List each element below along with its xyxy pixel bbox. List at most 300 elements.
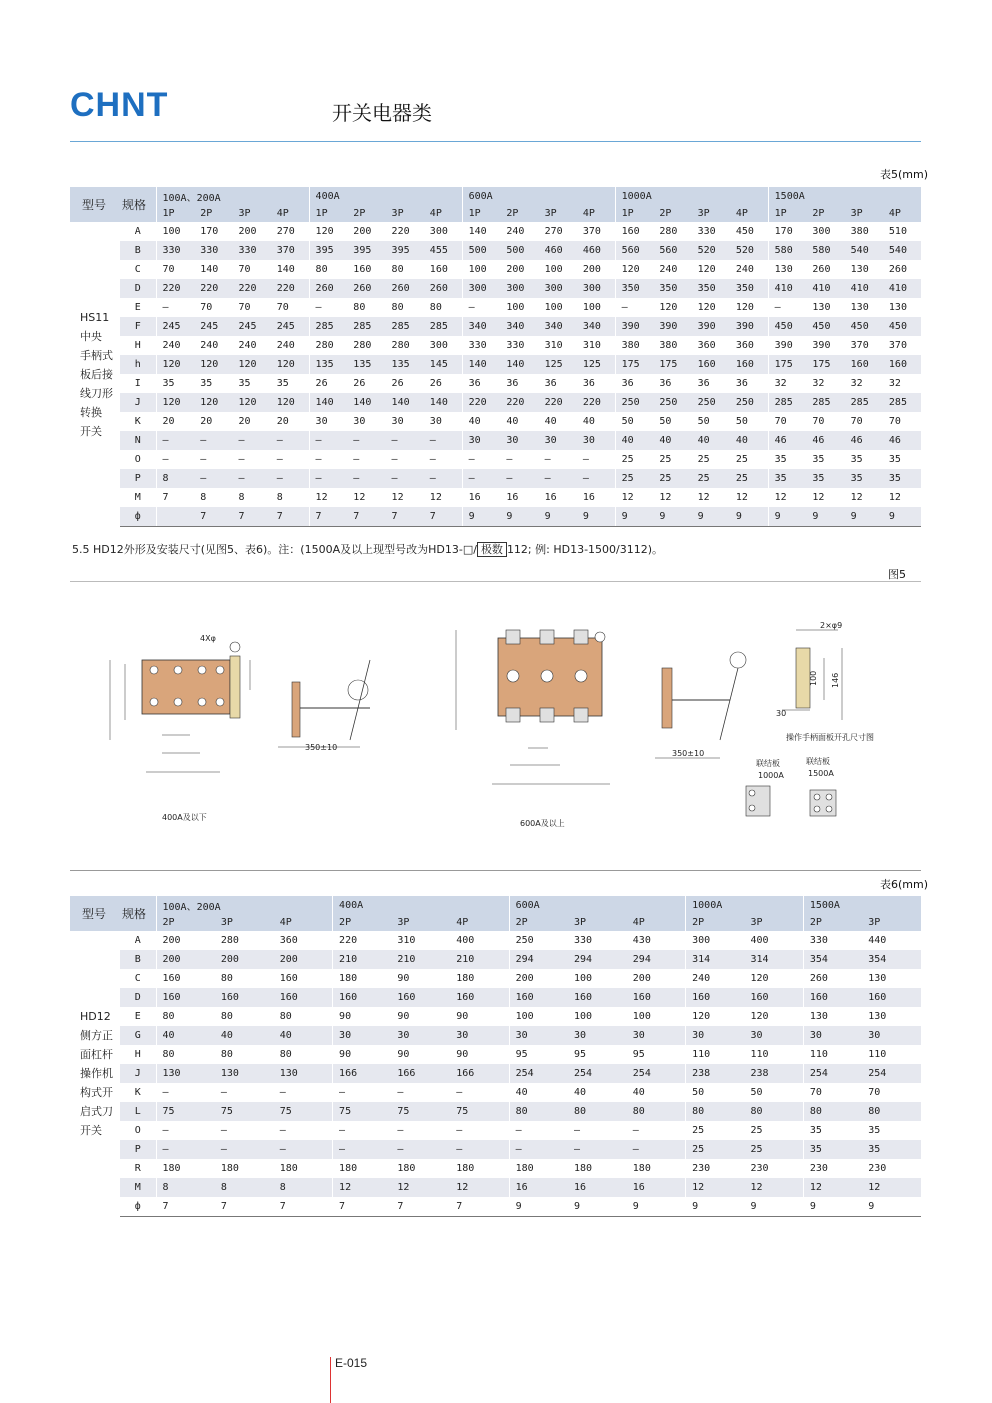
table-row [70,222,921,241]
pole-header: 2P [806,205,844,222]
dimension-value: 80 [220,1011,233,1022]
dimension-key: N [120,431,156,450]
dimension-value: 245 [233,317,271,336]
pole-header: 2P [653,205,691,222]
dimension-value: 80 [744,1102,803,1121]
dimension-value: 300 [500,279,538,298]
model-name-line: 板后接 [80,367,113,381]
dimension-key: R [134,1163,141,1174]
dimension-value: 7 [391,1197,450,1217]
dimension-value: 35 [768,450,806,469]
dimension-value: 25 [735,454,748,465]
dimension-value: 135 [347,355,385,374]
pole-header: 4P [271,205,309,222]
dimension-value: 12 [686,1178,745,1197]
dimension-value: 100 [632,1011,651,1022]
dimension-value: 8 [276,492,283,503]
dimension-value: 440 [868,935,887,946]
dimension-value: – [215,1140,274,1159]
dimension-value: – [568,1140,627,1159]
dimension-value: 166 [391,1064,450,1083]
dimension-value: 40 [274,1026,333,1045]
dimension-value: 70 [276,302,289,313]
model-name-line: 开关 [80,1124,102,1138]
dimension-value: 330 [506,340,525,351]
dimension-value: 30 [539,431,577,450]
switch-drawing-600a [456,630,746,784]
table-row [70,241,921,260]
dimension-value: 450 [883,317,921,336]
dimension-value: 90 [333,1007,392,1026]
dimension-value: 180 [632,1163,651,1174]
dimension-value: – [506,454,513,465]
dimension-key: P [120,469,156,488]
dimension-value: – [156,431,194,450]
dimension-value: 7 [271,507,309,527]
dimension-value: 220 [271,279,309,298]
dimension-value: 30 [568,1026,627,1045]
dimension-value: 36 [462,374,500,393]
group-header: 400A [309,187,462,205]
dimension-value: 50 [750,1087,763,1098]
dimension-value: – [539,469,577,488]
dimension-value: 70 [868,1087,881,1098]
dimension-value: 80 [803,1102,862,1121]
dimension-value: 32 [888,378,901,389]
dimension-key: ф [120,1197,156,1217]
dimension-value: 170 [768,222,806,241]
dimension-value: 160 [744,988,803,1007]
dimension-value: 120 [686,1007,745,1026]
table-row [70,412,921,431]
dimension-value: 75 [215,1102,274,1121]
dimension-value: 390 [768,336,806,355]
dimension-value: 70 [200,302,213,313]
dimension-value: 8 [215,1178,274,1197]
dimension-value: 90 [397,973,410,984]
dimension-value: 12 [862,1178,921,1197]
dimension-value: 330 [156,241,194,260]
dimension-value: 80 [391,264,404,275]
dimension-value: 46 [883,431,921,450]
dimension-value: 130 [868,973,887,984]
dimension-value: 50 [659,416,672,427]
dimension-value: 560 [653,241,691,260]
dimension-value: 160 [692,355,730,374]
dimension-value: 314 [686,950,745,969]
dimension-value: 90 [397,1049,410,1060]
dimension-value: 30 [450,1026,509,1045]
dimension-value: 350 [615,279,653,298]
dimension-key: J [120,393,156,412]
dimension-key: K [134,416,141,427]
dimension-value: 450 [768,317,806,336]
dimension-value: 240 [659,264,678,275]
dimension-value: 240 [735,264,754,275]
dimension-key: A [134,226,141,237]
dimension-value: 240 [156,336,194,355]
dimension-value: 9 [692,507,730,527]
dimension-value: 200 [238,226,257,237]
table-row [70,950,921,969]
dimension-key: B [120,950,156,969]
dimension-value: 254 [862,1064,921,1083]
model-name-line: HD12 [80,1010,111,1024]
brand-logo: CHNT [70,86,169,124]
pole-header: 2P [500,205,538,222]
dimension-value: 390 [692,317,730,336]
dimension-value: 220 [462,393,500,412]
dimension-value: 80 [862,1102,921,1121]
table-row [70,1083,921,1102]
dimension-value: 120 [735,302,754,313]
dimension-value: – [456,1125,463,1136]
dimension-value: 46 [768,431,806,450]
dimension-value: 16 [627,1178,686,1197]
dimension-value: 25 [697,454,710,465]
pole-header: 3P [568,914,627,931]
table-row [70,988,921,1007]
dimension-value: 360 [735,340,754,351]
dimension-value: 30 [391,1026,450,1045]
link-1000-rating: 1000A [758,771,784,780]
dimension-value: 16 [509,1178,568,1197]
dimension-key: h [120,355,156,374]
dimension-value: – [462,298,500,317]
pole-header: 3P [862,914,921,931]
pole-header: 2P [509,914,568,931]
dimension-value: 80 [220,1049,233,1060]
dimension-value: 140 [276,264,295,275]
dimension-value: 180 [456,1163,475,1174]
dimension-key: I [134,378,141,389]
dimension-value: 395 [309,241,347,260]
dimension-value: 300 [686,931,745,950]
dimension-value: 160 [509,988,568,1007]
dimension-value: – [397,1087,404,1098]
dimension-value: 370 [850,340,869,351]
dimension-value: 40 [573,1087,586,1098]
model-name-line: 构式开 [80,1086,113,1100]
dimension-value: 12 [391,1178,450,1197]
table-row [70,336,921,355]
link-1500-rating: 1500A [808,769,834,778]
dimension-value: 400 [456,935,475,946]
dimension-value: 100 [509,1007,568,1026]
dimension-value: 285 [347,317,385,336]
dimension-value: 130 [156,1064,215,1083]
dimension-value: 160 [429,264,448,275]
dimension-value: 540 [883,241,921,260]
dimension-value: 80 [686,1102,745,1121]
dimension-value: 120 [659,302,678,313]
dimension-value: 285 [386,317,424,336]
dimension-value: 9 [744,1197,803,1217]
footer-mark [330,1357,331,1403]
dimension-value: 120 [156,355,194,374]
dimension-value: 35 [845,469,883,488]
table6-caption: 表6(mm) [880,878,929,891]
table-row [70,279,921,298]
dimension-value: – [500,469,538,488]
dimension-value: 50 [735,416,748,427]
dimension-value: 220 [500,393,538,412]
dimension-value: 170 [200,226,219,237]
dimension-value: – [274,1140,333,1159]
dimension-value: 16 [582,492,595,503]
dimension-value: 25 [686,1121,745,1140]
table-row [70,260,921,279]
dimension-value: 254 [627,1064,686,1083]
dimension-value: 354 [803,950,862,969]
dimension-value: 175 [806,355,844,374]
dimension-value: 120 [156,393,194,412]
dimension-value: 220 [156,279,194,298]
dimension-value: 90 [456,1011,469,1022]
dimension-value: 40 [156,1026,215,1045]
pole-header: 3P [845,205,883,222]
dimension-value: 285 [845,393,883,412]
group-header: 1000A [615,187,768,205]
table-row [70,450,921,469]
dimension-value: 40 [692,431,730,450]
dimension-value: – [347,469,385,488]
dimension-value: 32 [850,378,863,389]
dimension-value: 160 [450,988,509,1007]
dim-100: 100 [809,670,818,686]
table-row [70,969,921,988]
dimension-value: – [386,431,424,450]
pole-header: 4P [730,205,768,222]
dimension-value: 360 [279,935,298,946]
dimension-value: 100 [544,302,563,313]
dimension-value: 260 [347,279,385,298]
spec-header: 规格 [120,896,156,931]
dimension-value: 35 [803,1121,862,1140]
dimension-value: 20 [156,412,194,431]
dimension-value: 25 [615,469,653,488]
dimension-value: 254 [803,1064,862,1083]
dimension-value: 330 [697,226,716,237]
note-boxed-term: 极数 [477,542,507,557]
dimension-value: 40 [632,1087,645,1098]
dimension-value: 180 [573,1163,592,1174]
dimension-value: 180 [333,969,392,988]
dimension-value: 220 [233,279,271,298]
table6 [70,896,921,1217]
dimension-value: 130 [215,1064,274,1083]
dimension-value: 80 [220,973,233,984]
dimension-value: 120 [697,302,716,313]
table-row [70,298,921,317]
dimension-value: 12 [659,492,672,503]
group-header: 400A [333,896,510,914]
dimension-value: 166 [333,1064,392,1083]
dimension-key: H [134,1049,141,1060]
dimension-value: 70 [238,302,251,313]
lever-side-view [278,660,370,747]
dimension-key: J [120,1064,156,1083]
dimension-value: 220 [194,279,232,298]
dimension-value: – [544,454,551,465]
dimension-key: E [134,1011,141,1022]
dimension-value: – [509,1121,568,1140]
dimension-value: 200 [509,969,568,988]
dimension-value: 140 [424,393,462,412]
dimension-value: 310 [397,935,416,946]
dimension-value: – [509,1140,568,1159]
pole-header: 3P [215,914,274,931]
dimension-value: 70 [156,260,194,279]
dimension-value: 280 [391,340,410,351]
dimension-value: 32 [812,378,825,389]
table-row [70,1197,921,1217]
dimension-value: 180 [220,1163,239,1174]
dimension-value: 30 [353,416,366,427]
dimension-value: 80 [509,1102,568,1121]
dimension-value: 240 [200,340,219,351]
dimension-value: 380 [615,336,653,355]
pole-header: 4P [424,205,462,222]
dimension-value: 410 [883,279,921,298]
dimension-value: 254 [509,1064,568,1083]
dimension-value: – [333,1140,392,1159]
pole-header: 2P [333,914,392,931]
dimension-value: 240 [686,969,745,988]
dimension-value: 160 [686,988,745,1007]
dimension-value: – [194,431,232,450]
dimension-key: G [120,1026,156,1045]
pole-header: 4P [450,914,509,931]
dimension-value: 285 [309,317,347,336]
dimension-value: 16 [568,1178,627,1197]
dimension-value: – [309,431,347,450]
dimension-value: 8 [156,1178,215,1197]
dimension-value: 395 [347,241,385,260]
dimension-value: 410 [845,279,883,298]
dimension-value: – [347,431,385,450]
dimension-value: – [156,1083,215,1102]
dimension-value: 95 [573,1049,586,1060]
dimension-value: 100 [156,222,194,241]
model-name-line: 转换 [80,405,102,419]
dimension-value: 30 [500,431,538,450]
dimension-value: 12 [812,492,825,503]
dimension-value: 120 [309,222,347,241]
dimension-value: 390 [615,317,653,336]
dimension-value: 35 [238,378,251,389]
dimension-value: 240 [238,340,257,351]
dimension-key: F [120,317,156,336]
dimension-value: 26 [309,374,347,393]
dimension-value: 145 [424,355,462,374]
dimension-value: 80 [391,302,404,313]
dimension-value: 380 [850,226,869,237]
pole-header: 2P [686,914,745,931]
dimension-value: – [391,454,398,465]
dimension-value: 310 [582,340,601,351]
dimension-value: 160 [391,988,450,1007]
table-row [70,374,921,393]
dimension-value: 520 [692,241,730,260]
table-row [70,488,921,507]
dimension-value: 390 [653,317,691,336]
dimension-value: – [615,298,653,317]
dimension-value: 580 [768,241,806,260]
dimension-value: 200 [156,931,215,950]
dimension-value: 220 [333,931,392,950]
pole-header: 4P [627,914,686,931]
dimension-value: 80 [353,302,366,313]
dimension-value: 330 [233,241,271,260]
dimension-value: 36 [582,378,595,389]
dimension-value: 80 [429,302,442,313]
dimension-value: 50 [615,412,653,431]
dimension-value: 80 [627,1102,686,1121]
dimension-value: 12 [353,492,366,503]
dimension-value: 250 [730,393,768,412]
table-row [70,931,921,950]
dimension-value: 390 [812,340,831,351]
dimension-value: 330 [194,241,232,260]
dimension-key: P [120,1140,156,1159]
dimension-value: 350 [730,279,768,298]
dim-146: 146 [831,672,840,688]
dimension-value: 340 [500,317,538,336]
dimension-value: 35 [276,378,289,389]
dimension-value: 160 [627,988,686,1007]
dimension-value: 7 [386,507,424,527]
figure-bottom-divider [70,870,921,871]
dimension-value: 25 [730,469,768,488]
dimension-value: 9 [845,507,883,527]
dimension-value: 50 [697,416,710,427]
dimension-value: 260 [812,264,831,275]
dimension-value: 250 [509,931,568,950]
dimension-value: 230 [686,1159,745,1178]
dimension-value: 210 [450,950,509,969]
dimension-value: 100 [544,264,563,275]
dimension-value: 7 [424,507,462,527]
dimension-value: – [156,450,194,469]
dimension-value: 12 [850,492,863,503]
dimension-value: 12 [697,492,710,503]
link-plate-1000a [746,786,770,816]
dimension-value: 9 [627,1197,686,1217]
dimension-value: 280 [659,226,678,237]
dimension-value: 25 [653,469,691,488]
dimension-value: – [391,1140,450,1159]
dimension-value: 20 [200,416,213,427]
dimension-value: 175 [768,355,806,374]
table5 [70,187,921,527]
dimension-value: – [233,469,271,488]
pole-header: 1P [462,205,500,222]
dimension-value: – [309,450,347,469]
dimension-value: – [353,454,360,465]
dimension-value: 200 [506,264,525,275]
dimension-value: 254 [568,1064,627,1083]
dimension-value: 130 [768,260,806,279]
group-header: 1500A [803,896,921,914]
dimension-value: 160 [862,988,921,1007]
group-header: 100A、200A [156,896,333,914]
dimension-value: 26 [429,378,442,389]
dimension-value: 460 [539,241,577,260]
model-name-line: 手柄式 [80,348,113,362]
pole-header: 1P [768,205,806,222]
table-row [70,1007,921,1026]
